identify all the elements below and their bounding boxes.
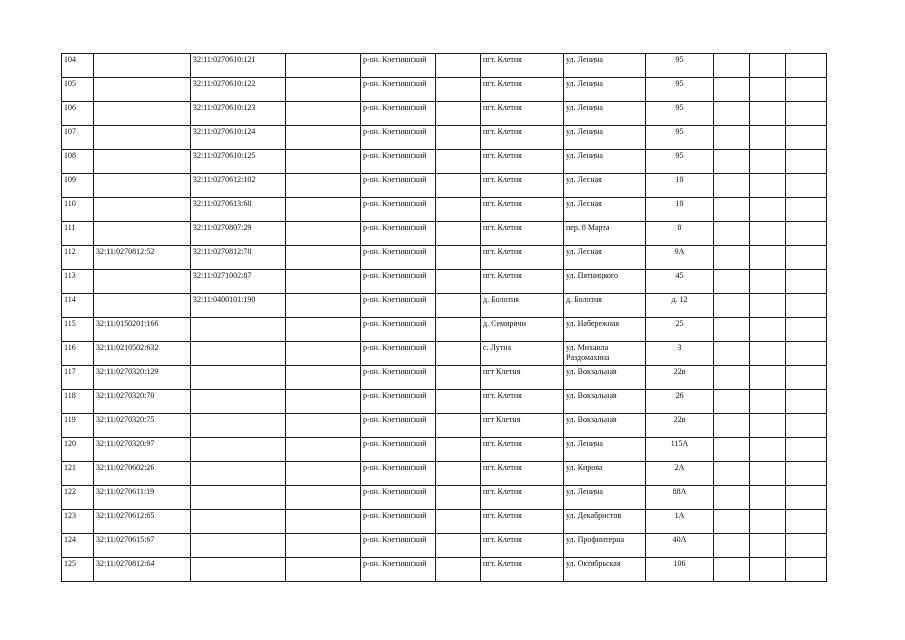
empty-cell xyxy=(750,198,786,222)
table-row xyxy=(62,414,827,438)
locality-cell: пгт. Клетня xyxy=(481,150,564,174)
street-cell: ул. Михаила Раздомахина xyxy=(564,342,646,366)
street-cell: ул. Ленина xyxy=(564,438,646,462)
street-cell: ул. Лесная xyxy=(564,174,646,198)
row-number: 119 xyxy=(62,414,94,438)
empty-cell xyxy=(750,126,786,150)
cadastral-number-a xyxy=(94,54,191,78)
cadastral-number-a: 32:11:0270615:67 xyxy=(94,534,191,558)
empty-cell xyxy=(750,366,786,390)
house-number-cell: 95 xyxy=(646,102,714,126)
district-cell: р-он. Клетнянский xyxy=(361,486,436,510)
locality-cell: с. Лутна xyxy=(481,342,564,366)
empty-cell xyxy=(286,126,361,150)
empty-cell xyxy=(286,78,361,102)
cadastral-number-a xyxy=(94,270,191,294)
locality-cell: пгт Клетня xyxy=(481,366,564,390)
locality-cell: пгт. Клетня xyxy=(481,510,564,534)
row-number: 111 xyxy=(62,222,94,246)
cadastral-number-b: 32:11:0270610:123 xyxy=(191,102,286,126)
empty-cell xyxy=(714,222,750,246)
house-number-cell: 95 xyxy=(646,150,714,174)
street-cell: ул. Вокзальная xyxy=(564,414,646,438)
table-row xyxy=(62,318,827,342)
cadastral-number-b xyxy=(191,486,286,510)
empty-cell xyxy=(786,126,827,150)
empty-cell xyxy=(786,102,827,126)
cadastral-number-a: 32:11:0270612:65 xyxy=(94,510,191,534)
locality-cell: пгт. Клетня xyxy=(481,102,564,126)
street-cell: ул. Ленина xyxy=(564,126,646,150)
row-number: 114 xyxy=(62,294,94,318)
empty-cell xyxy=(436,54,481,78)
empty-cell xyxy=(286,486,361,510)
row-number: 122 xyxy=(62,486,94,510)
cadastral-number-b xyxy=(191,510,286,534)
empty-cell xyxy=(436,78,481,102)
house-number-cell: 22в xyxy=(646,414,714,438)
empty-cell xyxy=(750,438,786,462)
empty-cell xyxy=(286,414,361,438)
empty-cell xyxy=(750,270,786,294)
street-cell: ул. Пятницкого xyxy=(564,270,646,294)
row-number: 104 xyxy=(62,54,94,78)
district-cell: р-он. Клетнянский xyxy=(361,318,436,342)
empty-cell xyxy=(750,222,786,246)
house-number-cell: 95 xyxy=(646,126,714,150)
table-row xyxy=(62,102,827,126)
street-cell: ул. Ленина xyxy=(564,102,646,126)
table-row xyxy=(62,54,827,78)
empty-cell xyxy=(786,510,827,534)
cadastral-number-a: 32:11:0270320:70 xyxy=(94,390,191,414)
empty-cell xyxy=(436,102,481,126)
table-row xyxy=(62,486,827,510)
row-number: 112 xyxy=(62,246,94,270)
empty-cell xyxy=(750,390,786,414)
district-cell: р-он. Клетнянский xyxy=(361,78,436,102)
empty-cell xyxy=(714,534,750,558)
locality-cell: пгт. Клетня xyxy=(481,174,564,198)
district-cell: р-он. Клетнянский xyxy=(361,390,436,414)
house-number-cell: 40А xyxy=(646,534,714,558)
locality-cell: пгт. Клетня xyxy=(481,558,564,582)
table-row xyxy=(62,294,827,318)
empty-cell xyxy=(714,150,750,174)
cadastral-number-b xyxy=(191,366,286,390)
registry-table xyxy=(61,53,827,582)
empty-cell xyxy=(786,78,827,102)
empty-cell xyxy=(714,270,750,294)
house-number-cell: 88А xyxy=(646,486,714,510)
cadastral-number-a: 32:11:0270320:97 xyxy=(94,438,191,462)
cadastral-number-a: 32:11:0270812:52 xyxy=(94,246,191,270)
empty-cell xyxy=(786,534,827,558)
district-cell: р-он. Клетнянский xyxy=(361,198,436,222)
empty-cell xyxy=(750,150,786,174)
empty-cell xyxy=(786,270,827,294)
empty-cell xyxy=(750,342,786,366)
locality-cell: пгт. Клетня xyxy=(481,126,564,150)
empty-cell xyxy=(286,462,361,486)
empty-cell xyxy=(786,390,827,414)
empty-cell xyxy=(436,222,481,246)
district-cell: р-он. Клетнянский xyxy=(361,174,436,198)
row-number: 120 xyxy=(62,438,94,462)
empty-cell xyxy=(786,462,827,486)
empty-cell xyxy=(714,54,750,78)
table-row xyxy=(62,558,827,582)
empty-cell xyxy=(786,150,827,174)
house-number-cell: 26 xyxy=(646,390,714,414)
empty-cell xyxy=(286,54,361,78)
district-cell: р-он. Клетнянский xyxy=(361,558,436,582)
table-row xyxy=(62,342,827,366)
empty-cell xyxy=(786,342,827,366)
row-number: 105 xyxy=(62,78,94,102)
cadastral-number-b xyxy=(191,534,286,558)
empty-cell xyxy=(286,246,361,270)
house-number-cell: 22в xyxy=(646,366,714,390)
street-cell: ул. Вокзальная xyxy=(564,390,646,414)
house-number-cell: 115А xyxy=(646,438,714,462)
empty-cell xyxy=(714,102,750,126)
cadastral-number-b: 32:11:0400101:190 xyxy=(191,294,286,318)
cadastral-number-a xyxy=(94,102,191,126)
cadastral-number-a xyxy=(94,174,191,198)
empty-cell xyxy=(286,390,361,414)
empty-cell xyxy=(786,486,827,510)
empty-cell xyxy=(786,438,827,462)
house-number-cell: 2А xyxy=(646,462,714,486)
street-cell: пер. 8 Марта xyxy=(564,222,646,246)
empty-cell xyxy=(286,270,361,294)
street-cell: ул. Лесная xyxy=(564,246,646,270)
table-row xyxy=(62,390,827,414)
cadastral-number-b: 32:11:0271002:87 xyxy=(191,270,286,294)
house-number-cell: 10 xyxy=(646,174,714,198)
empty-cell xyxy=(750,246,786,270)
locality-cell: пгт. Клетня xyxy=(481,390,564,414)
empty-cell xyxy=(714,174,750,198)
empty-cell xyxy=(714,486,750,510)
empty-cell xyxy=(436,342,481,366)
empty-cell xyxy=(714,414,750,438)
street-cell: ул. Ленина xyxy=(564,150,646,174)
district-cell: р-он. Клетнянский xyxy=(361,510,436,534)
empty-cell xyxy=(286,150,361,174)
row-number: 108 xyxy=(62,150,94,174)
empty-cell xyxy=(786,54,827,78)
empty-cell xyxy=(286,318,361,342)
cadastral-number-b xyxy=(191,390,286,414)
table-row xyxy=(62,270,827,294)
table-row xyxy=(62,534,827,558)
house-number-cell: 45 xyxy=(646,270,714,294)
empty-cell xyxy=(286,174,361,198)
house-number-cell: 3 xyxy=(646,342,714,366)
cadastral-number-a xyxy=(94,222,191,246)
empty-cell xyxy=(750,294,786,318)
locality-cell: д. Семиричи xyxy=(481,318,564,342)
table-row xyxy=(62,462,827,486)
empty-cell xyxy=(714,558,750,582)
cadastral-number-a xyxy=(94,294,191,318)
empty-cell xyxy=(714,198,750,222)
empty-cell xyxy=(286,294,361,318)
empty-cell xyxy=(714,342,750,366)
cadastral-number-b xyxy=(191,558,286,582)
empty-cell xyxy=(436,414,481,438)
empty-cell xyxy=(750,558,786,582)
table-row xyxy=(62,438,827,462)
row-number: 118 xyxy=(62,390,94,414)
street-cell: ул. Ленина xyxy=(564,54,646,78)
row-number: 124 xyxy=(62,534,94,558)
locality-cell: пгт. Клетня xyxy=(481,78,564,102)
street-cell: ул. Лесная xyxy=(564,198,646,222)
cadastral-number-a xyxy=(94,78,191,102)
empty-cell xyxy=(436,294,481,318)
cadastral-number-a: 32:11:0270812:64 xyxy=(94,558,191,582)
empty-cell xyxy=(286,102,361,126)
empty-cell xyxy=(750,174,786,198)
locality-cell: пгт. Клетня xyxy=(481,54,564,78)
empty-cell xyxy=(714,462,750,486)
table-row xyxy=(62,174,827,198)
cadastral-number-b: 32:11:0270613:68 xyxy=(191,198,286,222)
district-cell: р-он. Клетнянский xyxy=(361,534,436,558)
district-cell: р-он. Клетнянский xyxy=(361,102,436,126)
street-cell: ул. Октябрьская xyxy=(564,558,646,582)
empty-cell xyxy=(436,486,481,510)
empty-cell xyxy=(714,126,750,150)
empty-cell xyxy=(750,102,786,126)
locality-cell: пгт. Клетня xyxy=(481,246,564,270)
cadastral-number-a: 32:11:0270320:129 xyxy=(94,366,191,390)
empty-cell xyxy=(286,558,361,582)
cadastral-number-b: 32:11:0270610:121 xyxy=(191,54,286,78)
empty-cell xyxy=(436,246,481,270)
street-cell: ул. Ленина xyxy=(564,78,646,102)
empty-cell xyxy=(786,246,827,270)
empty-cell xyxy=(436,558,481,582)
cadastral-number-b xyxy=(191,462,286,486)
empty-cell xyxy=(714,390,750,414)
empty-cell xyxy=(286,198,361,222)
house-number-cell: 95 xyxy=(646,78,714,102)
district-cell: р-он. Клетнянский xyxy=(361,126,436,150)
empty-cell xyxy=(750,414,786,438)
empty-cell xyxy=(714,246,750,270)
cadastral-number-b xyxy=(191,414,286,438)
house-number-cell: 8 xyxy=(646,222,714,246)
row-number: 117 xyxy=(62,366,94,390)
empty-cell xyxy=(286,438,361,462)
street-cell: д. Болотня xyxy=(564,294,646,318)
empty-cell xyxy=(786,174,827,198)
empty-cell xyxy=(436,318,481,342)
district-cell: р-он. Клетнянский xyxy=(361,246,436,270)
district-cell: р-он. Клетнянский xyxy=(361,438,436,462)
row-number: 123 xyxy=(62,510,94,534)
cadastral-number-b xyxy=(191,438,286,462)
district-cell: р-он. Клетнянский xyxy=(361,462,436,486)
locality-cell: пгт. Клетня xyxy=(481,486,564,510)
empty-cell xyxy=(436,462,481,486)
district-cell: р-он. Клетнянский xyxy=(361,150,436,174)
table-row xyxy=(62,246,827,270)
empty-cell xyxy=(786,318,827,342)
cadastral-number-b: 32:11:0270807:29 xyxy=(191,222,286,246)
house-number-cell: 1А xyxy=(646,510,714,534)
empty-cell xyxy=(436,510,481,534)
empty-cell xyxy=(786,558,827,582)
empty-cell xyxy=(436,534,481,558)
empty-cell xyxy=(786,198,827,222)
cadastral-number-b xyxy=(191,342,286,366)
row-number: 107 xyxy=(62,126,94,150)
street-cell: ул. Кирова xyxy=(564,462,646,486)
cadastral-number-a xyxy=(94,150,191,174)
cadastral-number-b: 32:11:0270610:124 xyxy=(191,126,286,150)
cadastral-number-a: 32:11:0150201:166 xyxy=(94,318,191,342)
empty-cell xyxy=(436,174,481,198)
empty-cell xyxy=(786,414,827,438)
table-row xyxy=(62,198,827,222)
house-number-cell: 25 xyxy=(646,318,714,342)
empty-cell xyxy=(286,222,361,246)
house-number-cell: 10 xyxy=(646,198,714,222)
empty-cell xyxy=(714,294,750,318)
row-number: 113 xyxy=(62,270,94,294)
empty-cell xyxy=(436,366,481,390)
street-cell: ул. Профинтерна xyxy=(564,534,646,558)
empty-cell xyxy=(436,198,481,222)
empty-cell xyxy=(750,534,786,558)
house-number-cell: 106 xyxy=(646,558,714,582)
district-cell: р-он. Клетнянский xyxy=(361,342,436,366)
district-cell: р-он. Клетнянский xyxy=(361,414,436,438)
cadastral-number-b: 32:11:0270610:125 xyxy=(191,150,286,174)
empty-cell xyxy=(786,366,827,390)
district-cell: р-он. Клетнянский xyxy=(361,366,436,390)
street-cell: ул. Набережная xyxy=(564,318,646,342)
district-cell: р-он. Клетнянский xyxy=(361,222,436,246)
empty-cell xyxy=(714,510,750,534)
row-number: 115 xyxy=(62,318,94,342)
empty-cell xyxy=(714,366,750,390)
empty-cell xyxy=(436,150,481,174)
locality-cell: пгт. Клетня xyxy=(481,438,564,462)
street-cell: ул. Вокзальная xyxy=(564,366,646,390)
empty-cell xyxy=(750,510,786,534)
table-row xyxy=(62,150,827,174)
row-number: 121 xyxy=(62,462,94,486)
cadastral-number-a: 32:11:0270611:19 xyxy=(94,486,191,510)
cadastral-number-b xyxy=(191,318,286,342)
house-number-cell: 9А xyxy=(646,246,714,270)
empty-cell xyxy=(714,438,750,462)
registry-rows xyxy=(62,54,827,582)
empty-cell xyxy=(286,366,361,390)
empty-cell xyxy=(714,318,750,342)
locality-cell: пгт. Клетня xyxy=(481,534,564,558)
cadastral-number-a xyxy=(94,126,191,150)
cadastral-number-a: 32:11:0270320:75 xyxy=(94,414,191,438)
locality-cell: пгт. Клетня xyxy=(481,222,564,246)
empty-cell xyxy=(286,534,361,558)
cadastral-number-a xyxy=(94,198,191,222)
empty-cell xyxy=(286,510,361,534)
empty-cell xyxy=(750,78,786,102)
table-row xyxy=(62,510,827,534)
table-row xyxy=(62,222,827,246)
house-number-cell: д. 12 xyxy=(646,294,714,318)
district-cell: р-он. Клетнянский xyxy=(361,54,436,78)
district-cell: р-он. Клетнянский xyxy=(361,270,436,294)
empty-cell xyxy=(436,390,481,414)
house-number-cell: 95 xyxy=(646,54,714,78)
empty-cell xyxy=(286,342,361,366)
cadastral-number-b: 32:11:0270612:102 xyxy=(191,174,286,198)
cadastral-number-a: 32:11:0270602:26 xyxy=(94,462,191,486)
table-row xyxy=(62,78,827,102)
empty-cell xyxy=(750,318,786,342)
empty-cell xyxy=(786,294,827,318)
empty-cell xyxy=(786,222,827,246)
empty-cell xyxy=(436,126,481,150)
locality-cell: пгт. Клетня xyxy=(481,270,564,294)
row-number: 106 xyxy=(62,102,94,126)
empty-cell xyxy=(750,486,786,510)
table-row xyxy=(62,126,827,150)
cadastral-number-b: 32:11:0270610:122 xyxy=(191,78,286,102)
locality-cell: пгт. Клетня xyxy=(481,462,564,486)
locality-cell: пгт Клетня xyxy=(481,414,564,438)
cadastral-number-b: 32:11:0270812:78 xyxy=(191,246,286,270)
street-cell: ул. Декабристов xyxy=(564,510,646,534)
locality-cell: д. Болотня xyxy=(481,294,564,318)
empty-cell xyxy=(436,270,481,294)
row-number: 110 xyxy=(62,198,94,222)
district-cell: р-он. Клетнянский xyxy=(361,294,436,318)
table-row xyxy=(62,366,827,390)
empty-cell xyxy=(750,462,786,486)
row-number: 125 xyxy=(62,558,94,582)
row-number: 109 xyxy=(62,174,94,198)
empty-cell xyxy=(750,54,786,78)
locality-cell: пгт. Клетня xyxy=(481,198,564,222)
cadastral-number-a: 32:11:0210502:632 xyxy=(94,342,191,366)
street-cell: ул. Ленина xyxy=(564,486,646,510)
empty-cell xyxy=(714,78,750,102)
row-number: 116 xyxy=(62,342,94,366)
empty-cell xyxy=(436,438,481,462)
